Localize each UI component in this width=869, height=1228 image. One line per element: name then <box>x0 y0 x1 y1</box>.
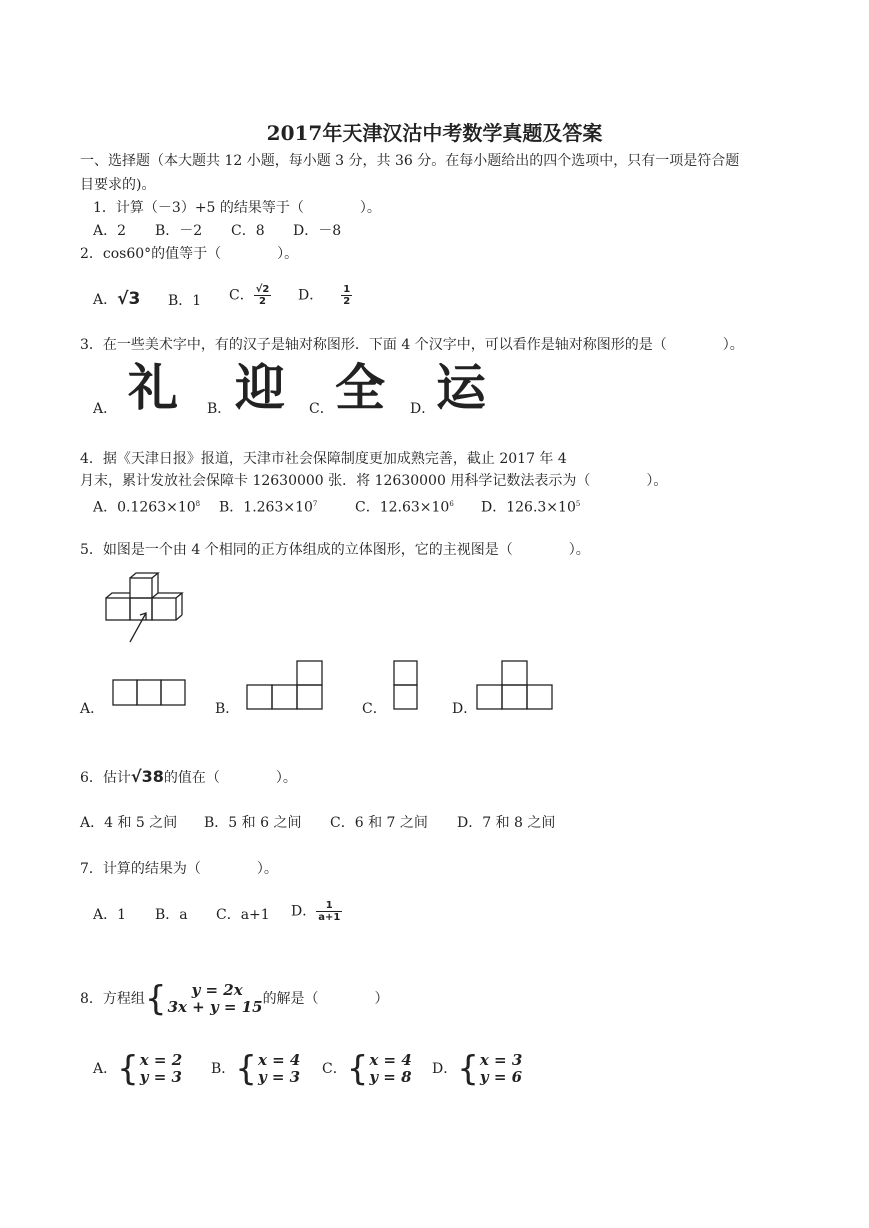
question-8-stem: 8．方程组 { y = 2x 3x + y = 15 的解是（ ） <box>80 979 389 1019</box>
question-1-option-d: D．－8 <box>293 223 342 239</box>
question-4-option-c: C．$12.63\times 10^6$ <box>355 499 454 516</box>
question-5-label-b: B． <box>215 701 240 717</box>
question-2-stem: 2．cos60°的值等于（ ）。 <box>80 246 299 262</box>
question-7-option-c: C．a+1 <box>216 907 270 923</box>
question-4-line2: 月末，累计发放社会保障卡 12630000 张．将 12630000 用科学记数法表示为（ ）。 <box>80 473 668 489</box>
art-char-ying: 迎 <box>235 359 285 417</box>
left-brace-icon: { <box>346 1049 369 1089</box>
question-8-option-a: A． { x = 2 y = 3 <box>93 1049 183 1089</box>
question-3-stem: 3．在一些美术字中，有的汉子是轴对称图形．下面 4 个汉字中，可以看作是轴对称图形的是（ ）。 <box>80 337 744 353</box>
question-6-option-a: A．4 和 5 之间 <box>80 815 178 831</box>
option-b-front-view <box>246 660 326 712</box>
question-6-option-b: B．5 和 6 之间 <box>204 815 302 831</box>
sqrt3-math: √3 <box>117 289 141 309</box>
question-4-option-d: D．$126.3\times 10^5$ <box>481 499 581 516</box>
left-brace-icon: { <box>144 979 167 1019</box>
question-1-option-c: C．8 <box>231 223 265 239</box>
question-2-option-a: A．√3 <box>93 289 141 309</box>
question-5-label-d: D． <box>452 701 478 717</box>
cube-solid-figure <box>100 572 190 644</box>
question-8-option-d: D． { x = 3 y = 6 <box>432 1049 523 1089</box>
question-8-option-c: C． { x = 4 y = 8 <box>322 1049 412 1089</box>
question-3-label-b: B． <box>207 401 232 417</box>
question-2-option-d: D． $\frac{1}{2}$ <box>298 284 351 307</box>
question-7-option-d: D． $\frac{1}{a+1}$ <box>291 900 341 923</box>
question-4-option-b: B．$1.263\times 10^7$ <box>219 499 318 516</box>
art-char-quan: 全 <box>335 359 385 417</box>
question-7-option-b: B．a <box>155 907 188 923</box>
section-heading-line2: 目要求的)。 <box>80 177 156 193</box>
question-6-option-d: D．7 和 8 之间 <box>457 815 556 831</box>
equation-system: y = 2x 3x + y = 15 <box>167 981 263 1016</box>
question-7-stem: 7．计算的结果为（ ）。 <box>80 861 278 877</box>
question-2-option-b: B．1 <box>168 293 202 309</box>
question-3-label-d: D． <box>410 401 436 417</box>
question-6-stem: 6．估计√38的值在（ ）。 <box>80 767 297 786</box>
fraction-sqrt2-over-2: $\frac{√2}{2}$ <box>255 284 270 307</box>
fraction-1-over-a-plus-1: $\frac{1}{a+1}$ <box>318 900 341 923</box>
option-c-front-view <box>393 660 419 712</box>
left-brace-icon: { <box>235 1049 257 1089</box>
question-4-option-a: A．$0.1263\times 10^8$ <box>93 499 201 516</box>
question-8-option-b: B． { x = 4 y = 3 <box>211 1049 301 1089</box>
option-d-front-view <box>476 660 556 712</box>
question-1-option-a: A．2 <box>93 223 127 239</box>
art-char-yun: 运 <box>436 359 486 417</box>
fraction-1-over-2: $\frac{1}{2}$ <box>343 284 351 307</box>
question-5-label-c: C． <box>362 701 387 717</box>
left-brace-icon: { <box>117 1049 139 1089</box>
question-3-label-a: A． <box>93 401 118 417</box>
option-a-front-view <box>112 679 188 707</box>
question-1-option-b: B．－2 <box>155 223 203 239</box>
question-2-option-c: C． $\frac{√2}{2}$ <box>229 284 270 307</box>
page-title: 2017年天津汉沽中考数学真题及答案 <box>266 121 603 145</box>
question-1-stem: 1．计算（－3）+5 的结果等于（ ）。 <box>93 200 381 216</box>
question-6-option-c: C．6 和 7 之间 <box>330 815 428 831</box>
question-3-label-c: C． <box>309 401 334 417</box>
sqrt38-math: √38 <box>130 767 164 786</box>
question-7-option-a: A．1 <box>93 907 127 923</box>
left-brace-icon: { <box>457 1049 479 1089</box>
question-5-label-a: A． <box>80 701 105 717</box>
question-5-stem: 5．如图是一个由 4 个相同的正方体组成的立体图形，它的主视图是（ ）。 <box>80 542 590 558</box>
section-heading-line1: 一、选择题（本大题共 12 小题，每小题 3 分，共 36 分。在每小题给出的四个选项中，只有一项是符合题 <box>80 153 740 169</box>
question-4-line1: 4．据《天津日报》报道，天津市社会保障制度更加成熟完善，截止 2017 年 4 <box>80 451 567 467</box>
art-char-li: 礼 <box>128 359 178 417</box>
